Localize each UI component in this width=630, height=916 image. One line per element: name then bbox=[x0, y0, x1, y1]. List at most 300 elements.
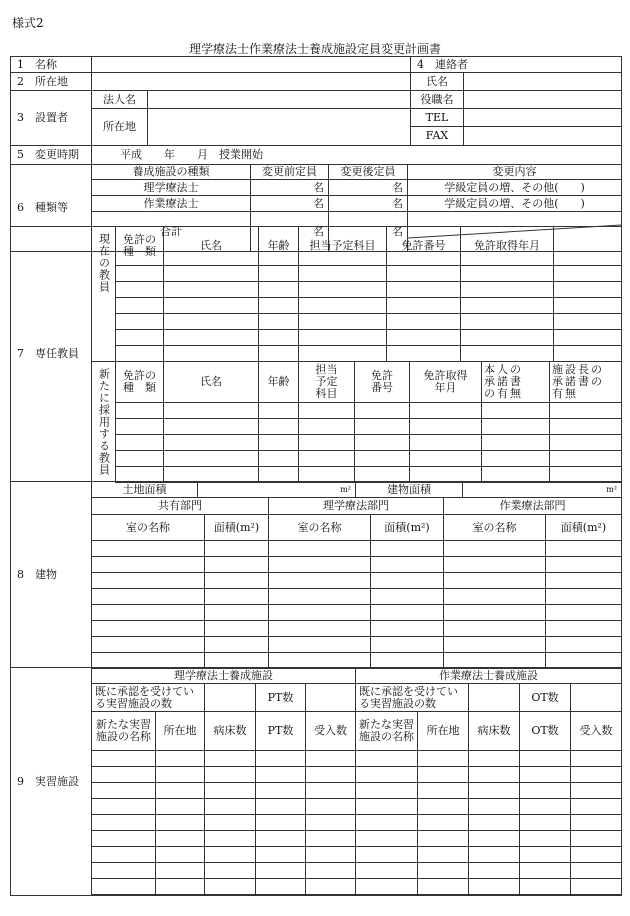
ot-approved-field[interactable] bbox=[469, 684, 520, 712]
entry-cell[interactable] bbox=[205, 863, 256, 879]
entry-cell[interactable] bbox=[444, 557, 546, 573]
entry-cell[interactable] bbox=[156, 783, 205, 799]
entry-cell[interactable] bbox=[554, 314, 622, 330]
table-row bbox=[92, 605, 622, 621]
header-license-date: 免許取得年月 bbox=[461, 227, 554, 266]
entry-cell[interactable] bbox=[418, 767, 469, 783]
entry-cell[interactable] bbox=[116, 403, 164, 419]
total-after[interactable]: 名 bbox=[329, 212, 408, 252]
entry-cell[interactable] bbox=[469, 863, 520, 879]
entry-cell[interactable] bbox=[205, 573, 269, 589]
entry-cell[interactable] bbox=[92, 767, 156, 783]
entry-cell[interactable] bbox=[410, 451, 482, 467]
header-blank bbox=[554, 227, 622, 266]
ot-count-field[interactable] bbox=[571, 684, 622, 712]
entry-cell[interactable] bbox=[546, 557, 622, 573]
corp-name-field[interactable] bbox=[148, 91, 411, 109]
entry-cell[interactable] bbox=[482, 419, 550, 435]
entry-cell[interactable] bbox=[299, 330, 387, 346]
entry-cell[interactable] bbox=[482, 451, 550, 467]
training-table bbox=[91, 667, 622, 895]
entry-cell[interactable] bbox=[355, 451, 410, 467]
founder-label: 3 設置者 bbox=[11, 91, 92, 146]
entry-cell[interactable] bbox=[259, 346, 299, 362]
entry-cell[interactable] bbox=[116, 419, 164, 435]
entry-cell[interactable] bbox=[461, 282, 554, 298]
tel-label: TEL bbox=[411, 109, 464, 127]
header-license-type: 免許の 種 類 bbox=[116, 227, 164, 266]
entry-cell[interactable] bbox=[156, 767, 205, 783]
land-area-unit: m² bbox=[340, 485, 351, 494]
pt-approved-field[interactable] bbox=[205, 684, 256, 712]
entry-cell[interactable] bbox=[482, 403, 550, 419]
entry-cell[interactable] bbox=[355, 419, 410, 435]
entry-cell[interactable] bbox=[550, 451, 622, 467]
pt-approved-label: 既に承認を受けている実習施設の数 bbox=[92, 684, 205, 712]
entry-cell[interactable] bbox=[387, 346, 461, 362]
entry-cell[interactable] bbox=[205, 799, 256, 815]
ot-accept-header: 受入数 bbox=[571, 712, 622, 751]
entry-cell[interactable] bbox=[205, 557, 269, 573]
entry-cell[interactable] bbox=[92, 783, 156, 799]
entry-cell[interactable] bbox=[520, 751, 571, 767]
entry-cell[interactable] bbox=[550, 435, 622, 451]
entry-cell[interactable] bbox=[356, 799, 418, 815]
entry-cell[interactable] bbox=[259, 403, 299, 419]
entry-cell[interactable] bbox=[92, 573, 205, 589]
entry-cell[interactable] bbox=[205, 621, 269, 637]
entry-cell[interactable] bbox=[418, 815, 469, 831]
entry-cell[interactable] bbox=[156, 879, 205, 895]
entry-cell[interactable] bbox=[269, 621, 371, 637]
entry-cell[interactable] bbox=[164, 435, 259, 451]
entry-cell[interactable] bbox=[520, 783, 571, 799]
rooms-table bbox=[91, 497, 622, 669]
entry-cell[interactable] bbox=[259, 419, 299, 435]
name-field[interactable] bbox=[92, 57, 411, 73]
ot-after[interactable]: 名 bbox=[329, 196, 408, 212]
pt-after[interactable]: 名 bbox=[329, 180, 408, 196]
entry-cell[interactable] bbox=[299, 266, 387, 282]
entry-cell[interactable] bbox=[92, 557, 205, 573]
tel-field[interactable] bbox=[464, 109, 622, 127]
table-row bbox=[92, 557, 622, 573]
entry-cell[interactable] bbox=[571, 783, 622, 799]
entry-cell[interactable] bbox=[259, 435, 299, 451]
ot-ot-header: OT数 bbox=[520, 712, 571, 751]
entry-cell[interactable] bbox=[256, 751, 306, 767]
entry-cell[interactable] bbox=[444, 621, 546, 637]
entry-cell[interactable] bbox=[461, 330, 554, 346]
entry-cell[interactable] bbox=[205, 637, 269, 653]
entry-cell[interactable] bbox=[306, 847, 356, 863]
entry-cell[interactable] bbox=[92, 751, 156, 767]
entry-cell[interactable] bbox=[205, 589, 269, 605]
entry-cell[interactable] bbox=[520, 879, 571, 895]
entry-cell[interactable] bbox=[259, 330, 299, 346]
entry-cell[interactable] bbox=[571, 815, 622, 831]
entry-cell[interactable] bbox=[371, 557, 444, 573]
entry-cell[interactable] bbox=[164, 298, 259, 314]
entry-cell[interactable] bbox=[571, 799, 622, 815]
entry-cell[interactable] bbox=[164, 282, 259, 298]
entry-cell[interactable] bbox=[259, 298, 299, 314]
entry-cell[interactable] bbox=[116, 451, 164, 467]
entry-cell[interactable] bbox=[520, 799, 571, 815]
ot-school-header: 作業療法士養成施設 bbox=[356, 668, 622, 684]
entry-cell[interactable] bbox=[299, 403, 355, 419]
entry-cell[interactable] bbox=[371, 621, 444, 637]
entry-cell[interactable] bbox=[371, 573, 444, 589]
entry-cell[interactable] bbox=[469, 751, 520, 767]
entry-cell[interactable] bbox=[116, 266, 164, 282]
pt-content[interactable]: 学級定員の増、その他( ) bbox=[408, 180, 622, 196]
room-name-header: 室の名称 bbox=[269, 515, 371, 541]
table-row bbox=[92, 815, 622, 831]
entry-cell[interactable] bbox=[469, 815, 520, 831]
entry-cell[interactable] bbox=[571, 847, 622, 863]
pt-before[interactable]: 名 bbox=[251, 180, 329, 196]
header-license-number: 免許番号 bbox=[387, 227, 461, 266]
pt-type: 理学療法士 bbox=[92, 180, 251, 196]
entry-cell[interactable] bbox=[256, 863, 306, 879]
entry-cell[interactable] bbox=[299, 298, 387, 314]
header-self-consent: 本人の 承諾書 の有無 bbox=[482, 362, 550, 403]
building-area-unit: m² bbox=[606, 485, 617, 494]
entry-cell[interactable] bbox=[92, 621, 205, 637]
founder-address-label: 所在地 bbox=[92, 109, 148, 146]
change-timing-label: 5 変更時期 bbox=[11, 146, 92, 165]
entry-cell[interactable] bbox=[546, 637, 622, 653]
entry-cell[interactable] bbox=[205, 879, 256, 895]
building-area-label: 建物面積 bbox=[356, 482, 463, 498]
entry-cell[interactable] bbox=[520, 767, 571, 783]
entry-cell[interactable] bbox=[205, 767, 256, 783]
entry-cell[interactable] bbox=[205, 541, 269, 557]
entry-cell[interactable] bbox=[92, 589, 205, 605]
entry-cell[interactable] bbox=[387, 282, 461, 298]
header-school-type: 養成施設の種類 bbox=[92, 165, 251, 180]
entry-cell[interactable] bbox=[269, 589, 371, 605]
entry-cell[interactable] bbox=[299, 314, 387, 330]
entry-cell[interactable] bbox=[461, 266, 554, 282]
entry-cell[interactable] bbox=[92, 831, 156, 847]
total-before[interactable]: 名 bbox=[251, 212, 329, 252]
address-field[interactable] bbox=[92, 73, 411, 91]
entry-cell[interactable] bbox=[410, 419, 482, 435]
entry-cell[interactable] bbox=[546, 573, 622, 589]
building-label: 8 建物 bbox=[11, 482, 92, 668]
entry-cell[interactable] bbox=[469, 879, 520, 895]
header-subject: 担当予定科目 bbox=[299, 227, 387, 266]
entry-cell[interactable] bbox=[306, 799, 356, 815]
entry-cell[interactable] bbox=[116, 346, 164, 362]
entry-cell[interactable] bbox=[355, 403, 410, 419]
table-row bbox=[116, 282, 622, 298]
entry-cell[interactable] bbox=[356, 767, 418, 783]
change-timing-field[interactable]: 平成 年 月 授業開始 bbox=[92, 146, 622, 165]
header-name: 氏名 bbox=[164, 227, 259, 266]
entry-cell[interactable] bbox=[550, 419, 622, 435]
land-area-field[interactable] bbox=[198, 482, 356, 498]
pt-count-field[interactable] bbox=[306, 684, 356, 712]
table-row bbox=[116, 346, 622, 362]
entry-cell[interactable] bbox=[205, 751, 256, 767]
entry-cell[interactable] bbox=[554, 330, 622, 346]
table-row bbox=[116, 298, 622, 314]
entry-cell[interactable] bbox=[387, 266, 461, 282]
entry-cell[interactable] bbox=[571, 751, 622, 767]
entry-cell[interactable] bbox=[259, 282, 299, 298]
entry-cell[interactable] bbox=[205, 815, 256, 831]
header-license-type: 免許の 種 類 bbox=[116, 362, 164, 403]
current-teachers-label: 現在の教員 bbox=[97, 233, 111, 293]
entry-cell[interactable] bbox=[387, 330, 461, 346]
entry-cell[interactable] bbox=[256, 799, 306, 815]
entry-cell[interactable] bbox=[205, 831, 256, 847]
entry-cell[interactable] bbox=[356, 847, 418, 863]
new-teachers-label: 新たに採用する教員 bbox=[97, 368, 111, 476]
entry-cell[interactable] bbox=[256, 783, 306, 799]
area-header: 面積(m²) bbox=[205, 515, 269, 541]
entry-cell[interactable] bbox=[418, 879, 469, 895]
table-row bbox=[92, 799, 622, 815]
entry-cell[interactable] bbox=[256, 879, 306, 895]
entry-cell[interactable] bbox=[205, 605, 269, 621]
entry-cell[interactable] bbox=[299, 435, 355, 451]
entry-cell[interactable] bbox=[546, 589, 622, 605]
land-area-label: 土地面積 bbox=[92, 482, 198, 498]
entry-cell[interactable] bbox=[256, 847, 306, 863]
corp-name-label: 法人名 bbox=[92, 91, 148, 109]
header-age: 年齢 bbox=[259, 362, 299, 403]
table-row bbox=[92, 541, 622, 557]
entry-cell[interactable] bbox=[92, 637, 205, 653]
entry-cell[interactable] bbox=[355, 435, 410, 451]
entry-cell[interactable] bbox=[550, 403, 622, 419]
header-license-date: 免許取得 年月 bbox=[410, 362, 482, 403]
entry-cell[interactable] bbox=[116, 330, 164, 346]
entry-cell[interactable] bbox=[92, 879, 156, 895]
pt-location-header: 所在地 bbox=[156, 712, 205, 751]
pt-count-label: PT数 bbox=[256, 684, 306, 712]
table-row bbox=[92, 831, 622, 847]
table-row bbox=[92, 783, 622, 799]
entry-cell[interactable] bbox=[546, 541, 622, 557]
entry-cell[interactable] bbox=[520, 863, 571, 879]
entry-cell[interactable] bbox=[299, 282, 387, 298]
entry-cell[interactable] bbox=[306, 751, 356, 767]
pt-pt-header: PT数 bbox=[256, 712, 306, 751]
entry-cell[interactable] bbox=[444, 589, 546, 605]
entry-cell[interactable] bbox=[306, 879, 356, 895]
entry-cell[interactable] bbox=[299, 346, 387, 362]
pt-beds-header: 病床数 bbox=[205, 712, 256, 751]
entry-cell[interactable] bbox=[269, 637, 371, 653]
entry-cell[interactable] bbox=[356, 831, 418, 847]
entry-cell[interactable] bbox=[371, 637, 444, 653]
entry-cell[interactable] bbox=[299, 419, 355, 435]
entry-cell[interactable] bbox=[387, 314, 461, 330]
ot-type: 作業療法士 bbox=[92, 196, 251, 212]
entry-cell[interactable] bbox=[410, 435, 482, 451]
entry-cell[interactable] bbox=[461, 298, 554, 314]
entry-cell[interactable] bbox=[256, 767, 306, 783]
entry-cell[interactable] bbox=[259, 266, 299, 282]
entry-cell[interactable] bbox=[371, 605, 444, 621]
entry-cell[interactable] bbox=[418, 847, 469, 863]
entry-cell[interactable] bbox=[571, 831, 622, 847]
entry-cell[interactable] bbox=[418, 863, 469, 879]
entry-cell[interactable] bbox=[306, 815, 356, 831]
entry-cell[interactable] bbox=[299, 451, 355, 467]
entry-cell[interactable] bbox=[306, 831, 356, 847]
entry-cell[interactable] bbox=[92, 799, 156, 815]
entry-cell[interactable] bbox=[444, 637, 546, 653]
change-timing-table bbox=[10, 145, 622, 165]
entry-cell[interactable] bbox=[164, 346, 259, 362]
entry-cell[interactable] bbox=[164, 403, 259, 419]
founder-address-field[interactable] bbox=[148, 109, 411, 146]
table-row bbox=[92, 573, 622, 589]
dept-ot: 作業療法部門 bbox=[444, 498, 622, 515]
ot-content[interactable]: 学級定員の増、その他( ) bbox=[408, 196, 622, 212]
entry-cell[interactable] bbox=[418, 799, 469, 815]
entry-cell[interactable] bbox=[418, 783, 469, 799]
entry-cell[interactable] bbox=[116, 314, 164, 330]
entry-cell[interactable] bbox=[469, 847, 520, 863]
entry-cell[interactable] bbox=[205, 847, 256, 863]
entry-cell[interactable] bbox=[92, 847, 156, 863]
entry-cell[interactable] bbox=[269, 541, 371, 557]
entry-cell[interactable] bbox=[469, 799, 520, 815]
entry-cell[interactable] bbox=[571, 767, 622, 783]
entry-cell[interactable] bbox=[164, 451, 259, 467]
entry-cell[interactable] bbox=[554, 298, 622, 314]
entry-cell[interactable] bbox=[546, 605, 622, 621]
entry-cell[interactable] bbox=[356, 815, 418, 831]
entry-cell[interactable] bbox=[520, 831, 571, 847]
entry-cell[interactable] bbox=[444, 541, 546, 557]
entry-cell[interactable] bbox=[156, 799, 205, 815]
entry-cell[interactable] bbox=[444, 605, 546, 621]
header-content: 変更内容 bbox=[408, 165, 622, 180]
entry-cell[interactable] bbox=[356, 751, 418, 767]
fax-field[interactable] bbox=[464, 127, 622, 146]
area-header: 面積(m²) bbox=[371, 515, 444, 541]
position-label: 役職名 bbox=[411, 91, 464, 109]
entry-cell[interactable] bbox=[256, 831, 306, 847]
entry-cell[interactable] bbox=[520, 815, 571, 831]
entry-cell[interactable] bbox=[371, 541, 444, 557]
ot-count-label: OT数 bbox=[520, 684, 571, 712]
entry-cell[interactable] bbox=[164, 330, 259, 346]
entry-cell[interactable] bbox=[571, 879, 622, 895]
building-area-field[interactable] bbox=[463, 482, 622, 498]
entry-cell[interactable] bbox=[520, 847, 571, 863]
entry-cell[interactable] bbox=[356, 783, 418, 799]
entry-cell[interactable] bbox=[461, 346, 554, 362]
ot-before[interactable]: 名 bbox=[251, 196, 329, 212]
entry-cell[interactable] bbox=[269, 557, 371, 573]
entry-cell[interactable] bbox=[469, 831, 520, 847]
entry-cell[interactable] bbox=[482, 435, 550, 451]
pt-accept-header: 受入数 bbox=[306, 712, 356, 751]
entry-cell[interactable] bbox=[306, 767, 356, 783]
entry-cell[interactable] bbox=[444, 573, 546, 589]
entry-cell[interactable] bbox=[554, 266, 622, 282]
entry-cell[interactable] bbox=[116, 298, 164, 314]
entry-cell[interactable] bbox=[418, 831, 469, 847]
entry-cell[interactable] bbox=[164, 419, 259, 435]
entry-cell[interactable] bbox=[269, 605, 371, 621]
entry-cell[interactable] bbox=[554, 282, 622, 298]
entry-cell[interactable] bbox=[205, 783, 256, 799]
entry-cell[interactable] bbox=[571, 863, 622, 879]
entry-cell[interactable] bbox=[156, 815, 205, 831]
table-row bbox=[92, 589, 622, 605]
entry-cell[interactable] bbox=[156, 847, 205, 863]
entry-cell[interactable] bbox=[156, 863, 205, 879]
entry-cell[interactable] bbox=[418, 751, 469, 767]
table-row bbox=[92, 621, 622, 637]
pt-new-facility-header: 新たな実習施設の名称 bbox=[92, 712, 156, 751]
training-label: 9 実習施設 bbox=[11, 668, 92, 896]
entry-cell[interactable] bbox=[306, 783, 356, 799]
entry-cell[interactable] bbox=[256, 815, 306, 831]
entry-cell[interactable] bbox=[469, 783, 520, 799]
teachers-label: 7 専任教員 bbox=[11, 227, 92, 482]
entry-cell[interactable] bbox=[469, 767, 520, 783]
entry-cell[interactable] bbox=[259, 314, 299, 330]
form-number: 様式2 bbox=[12, 16, 44, 30]
entry-cell[interactable] bbox=[116, 282, 164, 298]
room-name-header: 室の名称 bbox=[444, 515, 546, 541]
entry-cell[interactable] bbox=[92, 605, 205, 621]
table-row bbox=[92, 767, 622, 783]
entry-cell[interactable] bbox=[164, 314, 259, 330]
table-row bbox=[116, 435, 622, 451]
entry-cell[interactable] bbox=[546, 621, 622, 637]
entry-cell[interactable] bbox=[306, 863, 356, 879]
entry-cell[interactable] bbox=[156, 751, 205, 767]
page-title: 理学療法士作業療法士養成施設定員変更計画書 bbox=[188, 42, 441, 56]
ot-beds-header: 病床数 bbox=[469, 712, 520, 751]
entry-cell[interactable] bbox=[156, 831, 205, 847]
entry-cell[interactable] bbox=[410, 403, 482, 419]
entry-cell[interactable] bbox=[269, 573, 371, 589]
entry-cell[interactable] bbox=[387, 298, 461, 314]
entry-cell[interactable] bbox=[259, 451, 299, 467]
entry-cell[interactable] bbox=[92, 541, 205, 557]
current-teachers-table bbox=[115, 226, 622, 362]
entry-cell[interactable] bbox=[554, 346, 622, 362]
header-before: 変更前定員 bbox=[251, 165, 329, 180]
header-license-number: 免許 番号 bbox=[355, 362, 410, 403]
entry-cell[interactable] bbox=[92, 863, 156, 879]
ot-approved-label: 既に承認を受けている実習施設の数 bbox=[356, 684, 469, 712]
entry-cell[interactable] bbox=[164, 266, 259, 282]
entry-cell[interactable] bbox=[356, 863, 418, 879]
position-field[interactable] bbox=[464, 91, 622, 109]
contact-name-field[interactable] bbox=[464, 73, 622, 91]
entry-cell[interactable] bbox=[356, 879, 418, 895]
entry-cell[interactable] bbox=[461, 314, 554, 330]
entry-cell[interactable] bbox=[92, 815, 156, 831]
table-row bbox=[116, 403, 622, 419]
entry-cell[interactable] bbox=[116, 435, 164, 451]
entry-cell[interactable] bbox=[371, 589, 444, 605]
